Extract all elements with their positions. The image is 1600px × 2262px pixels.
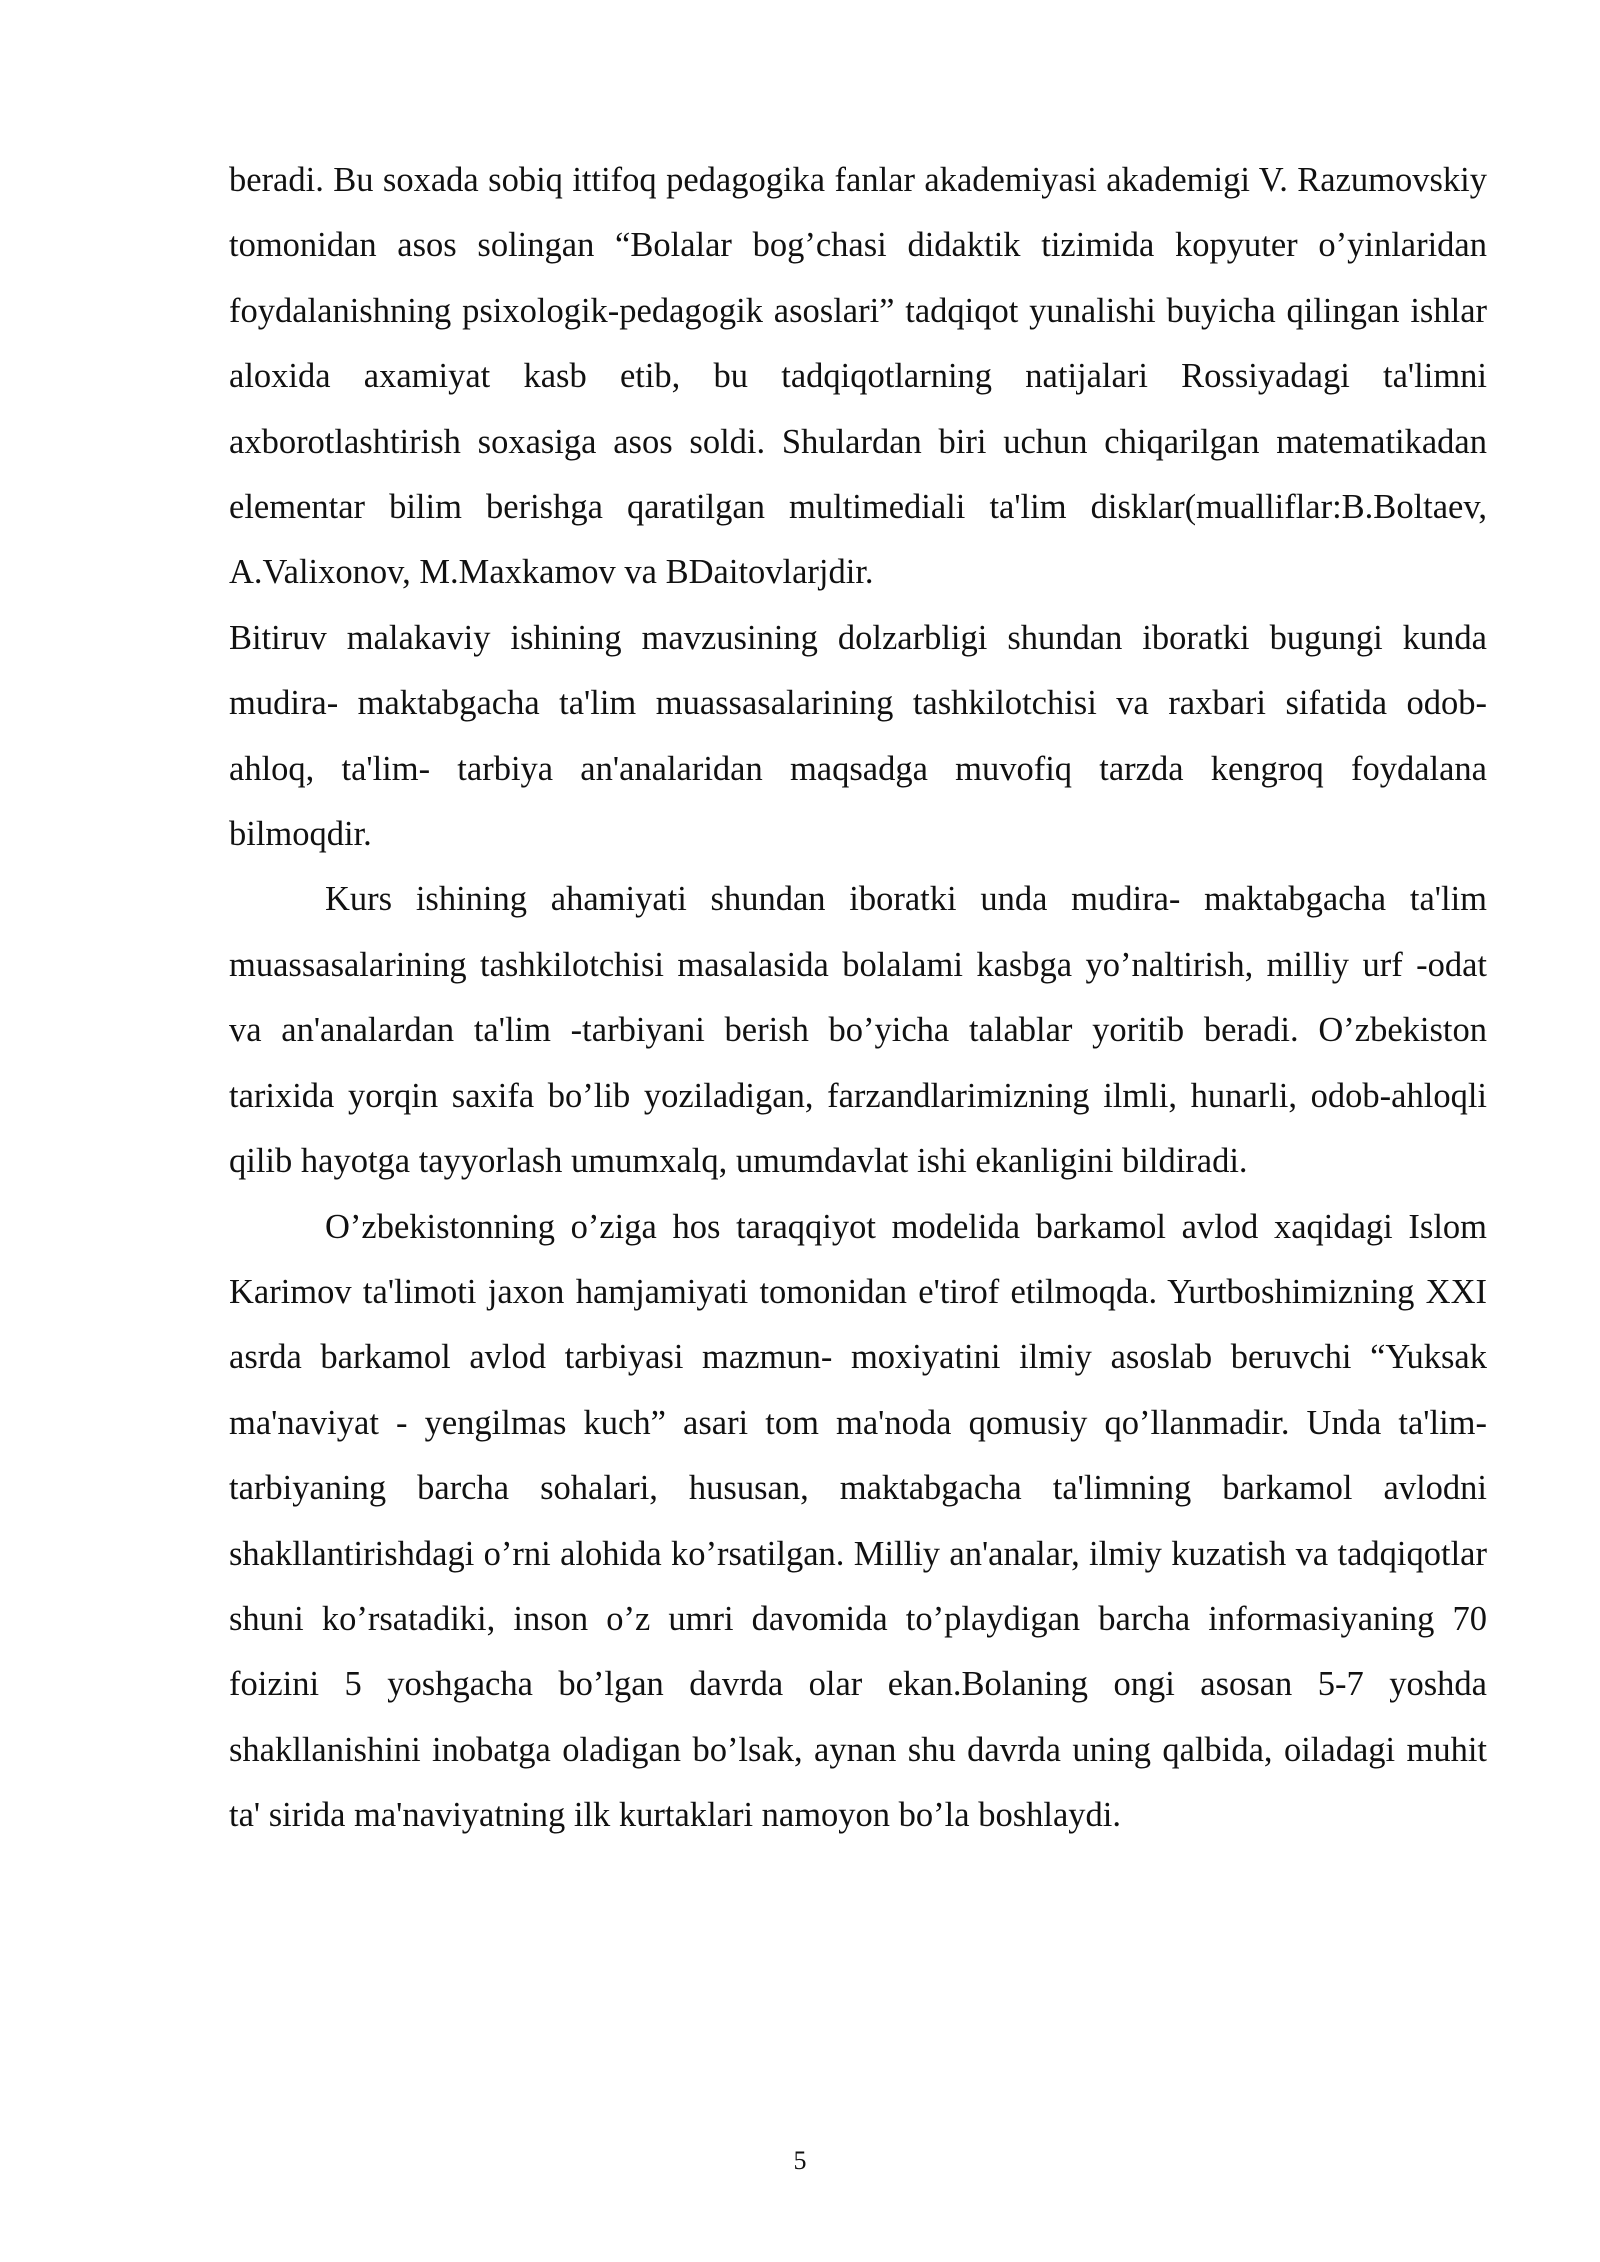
body-text <box>229 148 1487 1849</box>
paragraph-development-model: O’zbekistonning o’ziga hos taraqqiyot modelida barkamol avlod xaqidagi Islom Karimov ta'limoti jaxon hamjamiyati tomonidan e'tirof etilmoqda. Yurtboshimizning XXI asrda barkamol avlod tarbiyasi mazmun- moxiyatini ilmiy asoslab beruvchi “Yuksak ma'naviyat - yengilmas kuch” asari tom ma'noda qomusiy qo’llanmadir. Unda ta'lim-tarbiyaning barcha sohalari, hususan, maktabgacha ta'limning barkamol avlodni shakllantirishdagi o’rni alohida ko’rsatilgan. Milliy an'analar, ilmiy kuzatish va tadqiqotlar shuni ko’rsatadiki, inson o’z umri davomida to’playdigan barcha informasiyaning 70 foizini 5 yoshgacha bo’lgan davrda olar ekan.Bolaning ongi asosan 5-7 yoshda shakllanishini inobatga oladigan bo’lsak, aynan shu davrda uning qalbida, oiladagi muhit ta' sirida ma'naviyatning ilk kurtaklari namoyon bo’la boshlaydi. <box>229 1207 1487 1835</box>
paragraph-significance: Kurs ishining ahamiyati shundan iboratki unda mudira- maktabgacha ta'lim muassasalarining tashkilotchisi masalasida bolalami kasbga yo’naltirish, milliy urf -odat va an'analardan ta'lim -tarbiyani berish bo’yicha talablar yoritib beradi. O’zbekiston tarixida yorqin saxifa bo’lib yoziladigan, farzandlarimizning ilmli, hunarli, odob-ahloqli qilib hayotga tayyorlash umumxalq, umumdavlat ishi ekanligini bildiradi. <box>229 880 1487 1181</box>
paragraph-intro-continuation: beradi. Bu soxada sobiq ittifoq pedagogika fanlar akademiyasi akademigi V. Razumovskiy tomonidan asos solingan “Bolalar bog’chasi didaktik tizimida kopyuter o’yinlaridan foydalanishning psixologik-pedagogik asoslari” tadqiqot yunalishi buyicha qilingan ishlar aloxida axamiyat kasb etib, bu tadqiqotlarning natijalari Rossiyadagi ta'limni axborotlashtirish soxasiga asos soldi. Shulardan biri uchun chiqarilgan matematikadan elementar bilim berishga qaratilgan multimediali ta'lim disklar(mualliflar:B.Boltaev, A.Valixonov, M.Maxkamov va BDaitovlarjdir. <box>229 161 1487 592</box>
page-number: 5 <box>793 2146 807 2175</box>
paragraph-relevance: Bitiruv malakaviy ishining mavzusining dolzarbligi shundan iboratki bugungi kunda mudira- maktabgacha ta'lim muassasalarining tashkilotchisi va raxbari sifatida odob- ahloq, ta'lim- tarbiya an'analaridan maqsadga muvofiq tarzda kengroq foydalana bilmoqdir. <box>229 618 1487 854</box>
